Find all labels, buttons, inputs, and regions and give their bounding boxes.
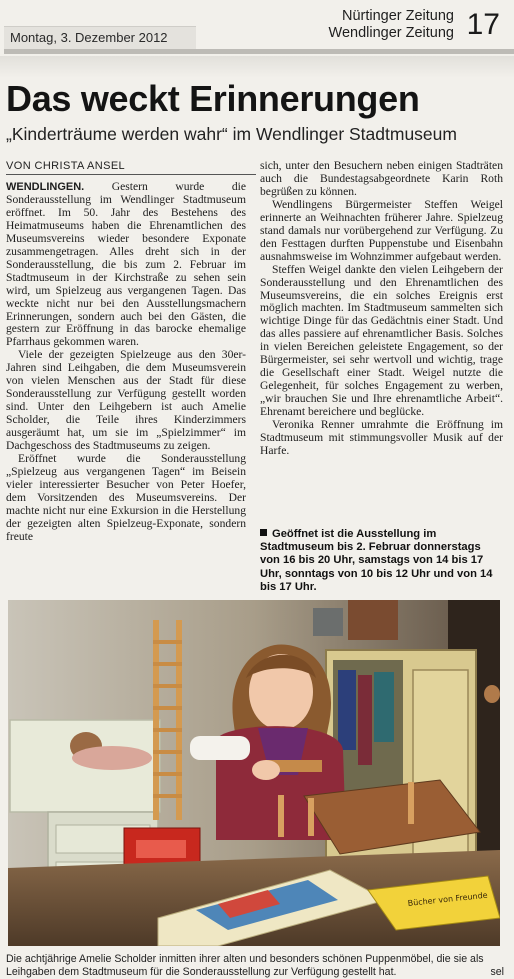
article-headline: Das weckt Erinnerungen: [6, 78, 420, 119]
issue-date: Montag, 3. Dezember 2012: [4, 26, 196, 49]
newspaper-name-line-2: Wendlinger Zeitung: [328, 25, 454, 41]
opening-hours-text: Geöffnet ist die Ausstellung im Stadtmuseum bis 2. Februar donnerstags von 16 bis 20 Uhr, samstags von 14 bis 17 Uhr, sonntags von 10 bis 12 Uhr und von 14 bis 17 Uhr.: [260, 528, 493, 593]
caption-line-1: Die achtjährige Amelie Scholder inmitten ihrer alten und besonders schönen Puppenmöbel, die sie als: [6, 953, 484, 965]
article-subheadline: „Kinderträume werden wahr“ im Wendlinger Stadtmuseum: [6, 124, 457, 144]
photo-credit: sel: [490, 966, 504, 978]
paragraph: Veronika Renner umrahmte die Eröffnung im Stadtmuseum mit stimmungsvoller Musik auf der Harfe.: [260, 418, 503, 457]
photo-caption: [6, 953, 506, 979]
opening-hours-info: [260, 528, 503, 594]
masthead: [0, 0, 514, 56]
article-column-2: [260, 160, 503, 458]
paragraph: Steffen Weigel dankte den vielen Leihgebern der Sonderausstellung und den Ehrenamtlichen des Museumsvereins, die ein solches Ereignis erst möglich machten. Im Stadtmuseum sammelten sich wichtige Dinge für das Gedächtnis einer Stadt. Und das alles passiere auf ehrenamtlicher Basis. Solches in vielen Bereichen geleistete Engagement, so der Bürgermeister, sei sehr wertvoll und wichtig, trage die Gesellschaft einer Stadt. Weigel nutzte die Gelegenheit, für solches Engagement zu werben, „wir brauchen Sie und Ihre ehrenamtliche Arbeit“. Ehrenamt bereichere und beglücke.: [260, 262, 503, 419]
article-column-1: [6, 181, 246, 544]
newspaper-name-line-1: Nürtinger Zeitung: [341, 8, 454, 24]
paragraph-text: Gestern wurde die Sonderausstellung im Wendlinger Stadtmuseum eröffnet. Im 50. Jahr des Bestehens des Heimatmuseums haben die Ehrenamtlichen des Museumsvereins wieder besondere Exponate zusammengetragen. Alles dreht sich in der Sonderausstellung, die bis zum 2. Februar im Stadtmuseum in der Kirchstraße zu sehen sein wird, um Spielzeug aus vergangenen Tagen. Das weckte nicht nur bei den Ausstellungsmachern Erinnerungen, sondern auch bei den Gästen, die gestern zur Eröffnung in das barocke ehemalige Pfarrhaus gekommen waren.: [6, 180, 246, 349]
caption-line-2: Leihgaben dem Stadtmuseum für die Sonderausstellung zur Verfügung gestellt hat.: [6, 966, 397, 978]
article-photo: [8, 600, 500, 946]
paragraph: sich, unter den Besuchern neben einigen Stadträten auch die Bundestagsabgeordnete Karin Roth begrüßen zu können.: [260, 159, 503, 198]
article-byline: VON CHRISTA ANSEL: [6, 160, 126, 172]
square-bullet-icon: [260, 529, 267, 536]
paragraph: [6, 181, 246, 349]
paragraph: Wendlingens Bürgermeister Steffen Weigel erinnerte an Weihnachten früherer Jahre. Spielzeug stand damals nur vorübergehend zur Verfügung. Zu den Festtagen durften Puppenstube und Eisenbahn ausnahmsweise im Wohnzimmer aufgebaut werden.: [260, 197, 503, 263]
newspaper-name: [329, 8, 454, 42]
print-bleed-area: [0, 56, 514, 78]
byline-divider: [6, 174, 256, 175]
page-number: 17: [466, 8, 500, 41]
paragraph: Viele der gezeigten Spielzeuge aus den 30er-Jahren sind Leihgaben, die dem Museumsverein von vielen Menschen aus der Stadt für diese Sonderausstellung zur Verfügung gestellt worden sind. Unter den Leihgebern ist auch Amelie Scholder, die Teile ihres Kinderzimmers ausgeräumt hat, um sie im „Spielzimmer“ im Dachgeschoss des Stadtmuseums zu zeigen.: [6, 348, 246, 453]
book-cover-title: Bücher von Freunde: [407, 890, 488, 908]
photo-illustration: [8, 600, 500, 946]
paragraph: Eröffnet wurde die Sonderausstellung „Spielzeug aus vergangenen Tagen“ im Beisein vieler interessierter Besucher von Peter Hoefer, dem Vorsitzenden des Museumsvereins. Der machte nicht nur eine Exkursion in die Herstellung der gezeigten alten Spielzeug-Exponate, sondern freute: [6, 452, 246, 543]
dateline: WENDLINGEN.: [6, 181, 85, 193]
masthead-divider: [4, 49, 514, 54]
